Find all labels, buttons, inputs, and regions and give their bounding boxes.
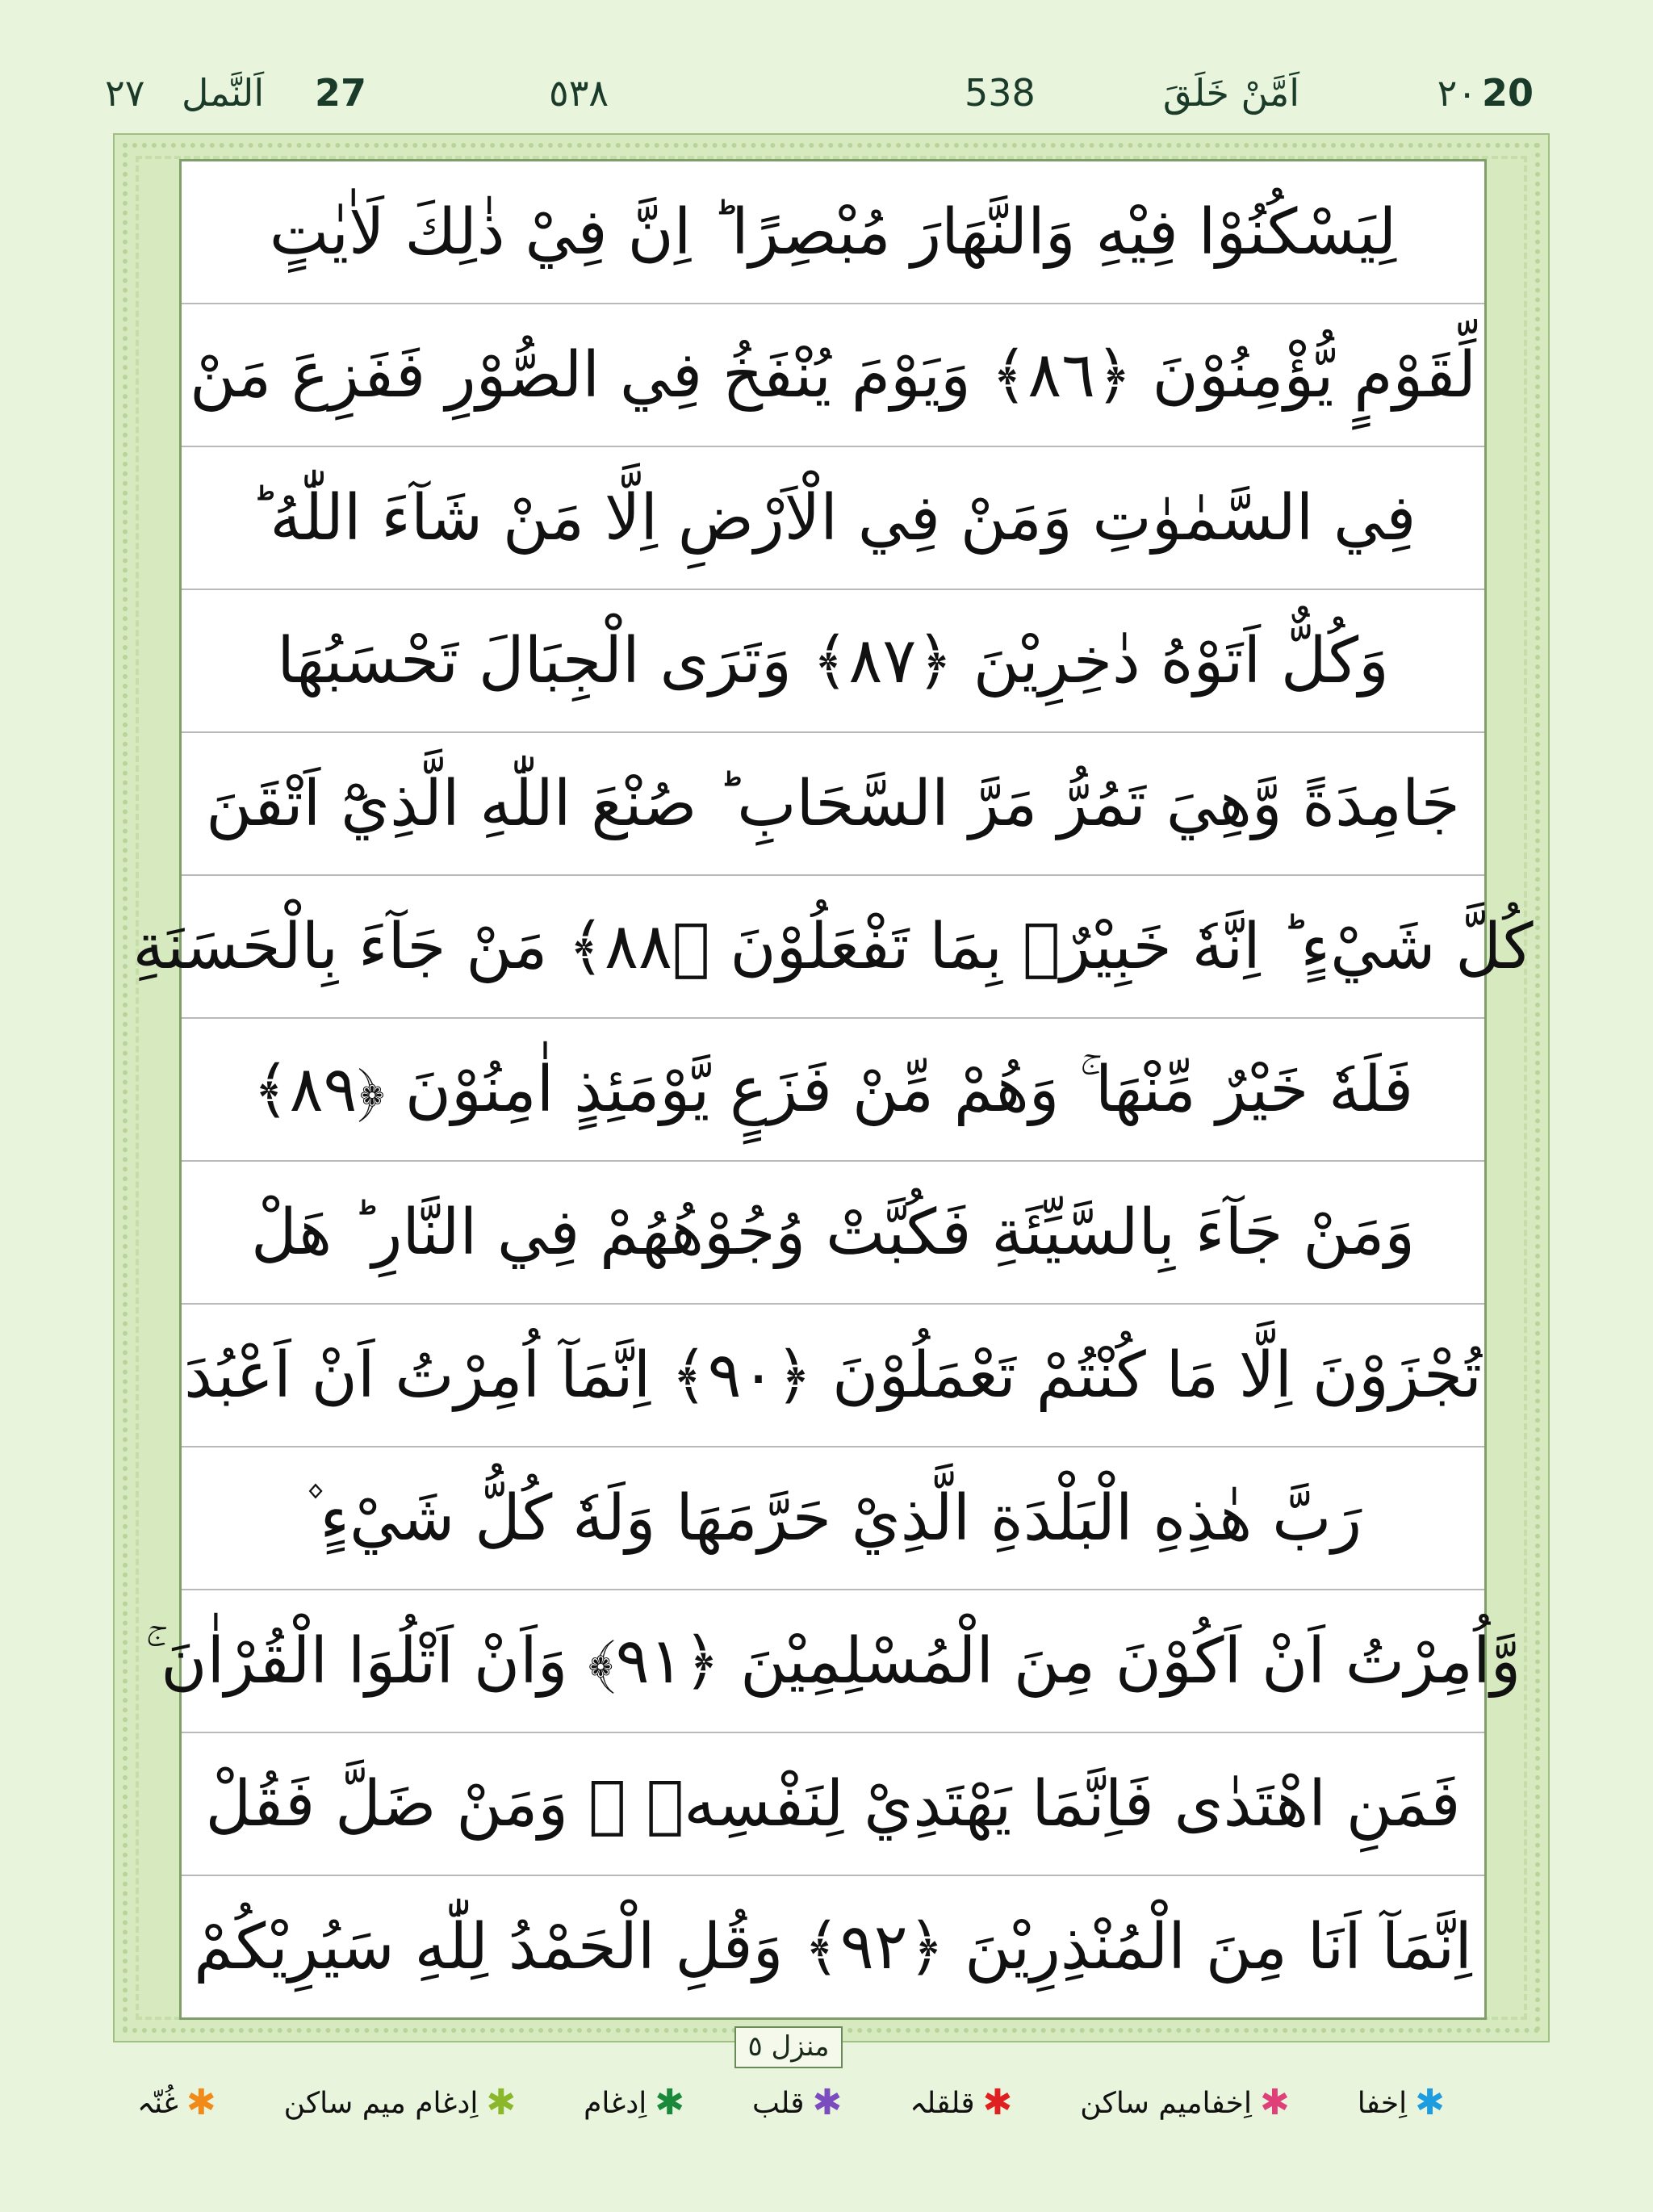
legend-label: قلقلہ	[910, 2086, 975, 2120]
manzil-label: منزل ٥	[734, 2026, 843, 2068]
star-icon: ✱	[982, 2082, 1013, 2123]
legend-label: قلب	[751, 2086, 805, 2120]
surah-number: 27	[315, 71, 367, 115]
text-line-12: فَمَنِ اهْتَدٰى فَاِنَّمَا يَهْتَدِيْ لِنَفْسِهٖ ۚ وَمَنْ ضَلَّ فَقُلْ	[182, 1733, 1484, 1876]
legend-item-idgham	[584, 2082, 685, 2123]
text-line-13: اِنَّمَآ اَنَا مِنَ الْمُنْذِرِيْنَ ﴿٩٢﴾ وَقُلِ الْحَمْدُ لِلّٰهِ سَيُرِيْكُمْ	[194, 1910, 1472, 1984]
legend-item-ikhfa-meem-sakin	[1080, 2082, 1290, 2123]
legend-item-qalb	[751, 2082, 843, 2123]
legend-label: اِدغام میم ساکن	[283, 2086, 479, 2120]
legend-item-idgham-meem-sakin	[283, 2082, 517, 2123]
star-icon: ✱	[812, 2082, 843, 2123]
text-line-9: تُجْزَوْنَ اِلَّا مَا كُنْتُمْ تَعْمَلُوْنَ ﴿٩٠﴾ اِنَّمَآ اُمِرْتُ اَنْ اَعْبُدَ	[182, 1305, 1484, 1447]
legend-label: اِخفامیم ساکن	[1080, 2086, 1252, 2120]
legend-label: اِدغام	[584, 2086, 647, 2120]
text-line-3: فِي السَّمٰوٰتِ وَمَنْ فِي الْاَرْضِ اِلَّا مَنْ شَآءَ اللّٰهُ ؕ	[182, 447, 1484, 590]
juz-name: اَمَّنْ خَلَقَ	[1162, 71, 1299, 115]
tajweed-legend	[137, 2067, 1445, 2139]
legend-item-qalqala	[910, 2082, 1013, 2123]
star-icon: ✱	[486, 2082, 517, 2123]
star-icon: ✱	[1415, 2082, 1445, 2123]
text-line-1: لِيَسْكُنُوْا فِيْهِ وَالنَّهَارَ مُبْصِرًا ؕ اِنَّ فِيْ ذٰلِكَ لَاٰيٰتٍ	[182, 161, 1484, 304]
decorative-frame	[113, 133, 1550, 2042]
text-line-11: وَّاُمِرْتُ اَنْ اَكُوْنَ مِنَ الْمُسْلِمِيْنَ ﴿٩١﴾ وَاَنْ اَتْلُوَا الْقُرْاٰنَ ۚ	[182, 1590, 1484, 1733]
legend-item-ikhfa	[1357, 2082, 1445, 2123]
legend-label: اِخفا	[1357, 2086, 1408, 2120]
text-line-5: جَامِدَةً وَّهِيَ تَمُرُّ مَرَّ السَّحَابِ ؕ صُنْعَ اللّٰهِ الَّذِيْٓ اَتْقَنَ	[182, 733, 1484, 876]
text-line-10: رَبَّ هٰذِهِ الْبَلْدَةِ الَّذِيْ حَرَّمَهَا وَلَهٗ كُلُّ شَيْءٍ ۫	[182, 1447, 1484, 1590]
page-number-arabic: ٥٣٨	[549, 71, 609, 115]
page-header	[105, 57, 1550, 129]
star-icon: ✱	[655, 2082, 685, 2123]
star-icon: ✱	[1259, 2082, 1290, 2123]
legend-item-ghunna	[137, 2082, 216, 2123]
surah-name: اَلنَّمل	[182, 71, 265, 115]
text-line-8: وَمَنْ جَآءَ بِالسَّيِّئَةِ فَكُبَّتْ وُجُوْهُهُمْ فِي النَّارِ ؕ هَلْ	[182, 1162, 1484, 1305]
text-line-7: فَلَهٗ خَيْرٌ مِّنْهَا ۚ وَهُمْ مِّنْ فَزَعٍ يَّوْمَئِذٍ اٰمِنُوْنَ ﴿٨٩﴾	[182, 1019, 1484, 1162]
legend-label: غُنّہ	[137, 2086, 178, 2120]
text-line-2: لِّقَوْمٍ يُّؤْمِنُوْنَ ﴿٨٦﴾ وَيَوْمَ يُنْفَخُ فِي الصُّوْرِ فَفَزِعَ مَنْ	[182, 304, 1484, 447]
star-icon: ✱	[186, 2082, 216, 2123]
juz-number: 20	[1481, 71, 1534, 115]
surah-number-arabic: ٢٧	[105, 71, 145, 115]
juz-number-arabic: ٢٠	[1437, 71, 1477, 115]
quran-text-panel	[132, 159, 1534, 2020]
text-line-6: كُلَّ شَيْءٍ ؕ اِنَّهٗ خَبِيْرٌۢ بِمَا تَفْعَلُوْنَ ﴿٨٨﴾ مَنْ جَآءَ بِالْحَسَنَةِ	[182, 876, 1484, 1019]
text-line-4: وَكُلٌّ اَتَوْهُ دٰخِرِيْنَ ﴿٨٧﴾ وَتَرَى الْجِبَالَ تَحْسَبُهَا	[182, 590, 1484, 733]
page-number: 538	[965, 71, 1036, 115]
